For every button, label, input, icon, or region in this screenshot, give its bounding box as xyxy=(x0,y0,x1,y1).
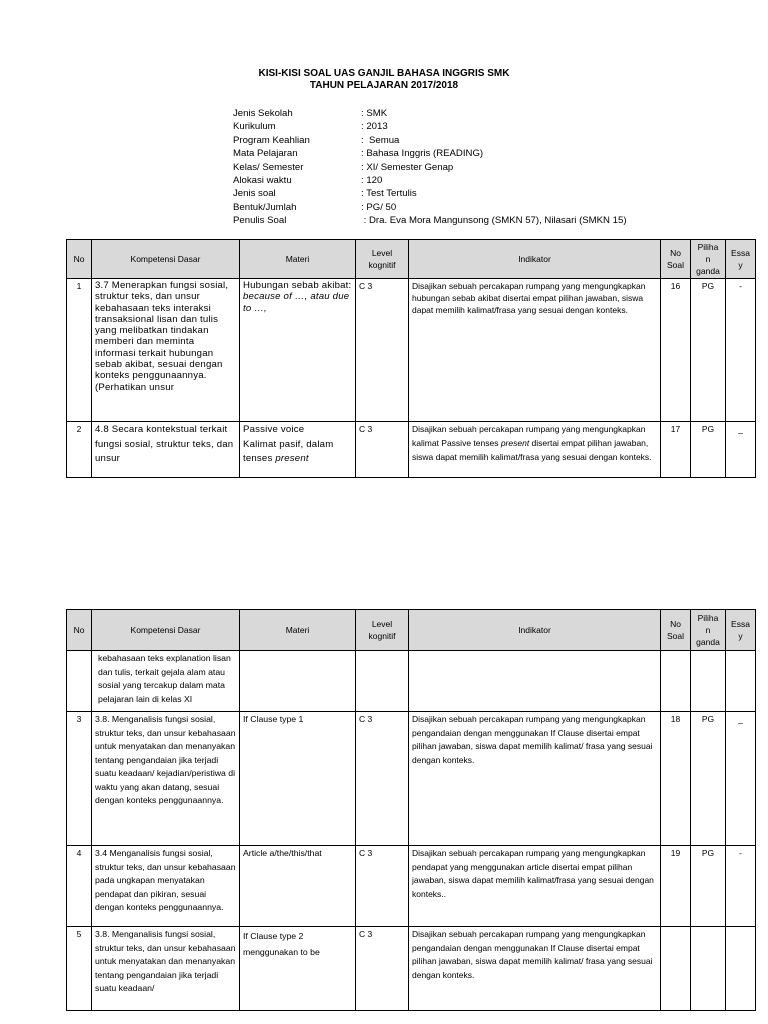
meta-label: Bentuk/Jumlah xyxy=(233,201,297,213)
row-indikator xyxy=(409,651,661,712)
row-no-soal: 18 xyxy=(661,712,691,846)
header-no-soal: No Soal xyxy=(661,240,691,279)
row-indikator: Disajikan sebuah percakapan rumpang yang mengungkapkan pendapat yang menggunakan article disertai empat pilihan jawaban, siswa dapat memilih kalimat/frasa yang sesuai dengan konteks.. xyxy=(409,846,661,927)
row-materi: Passive voice Kalimat pasif, dalam tenses present xyxy=(240,422,356,478)
header-pilihan-ganda: Piliha n ganda xyxy=(691,240,726,279)
row-kompetensi-dasar: 3.7 Menerapkan fungsi sosial, struktur teks, dan unsur kebahasaan teks interaksi transaksional lisan dan tulis yang melibatkan tindakan memberi dan meminta informasi terkait hubungan sebab akibat, sesuai dengan konteks penggunaannya. (Perhatikan unsur xyxy=(92,279,240,422)
row-no-soal xyxy=(661,927,691,1011)
meta-value: : Dra. Eva Mora Mangunsong (SMKN 57), Nilasari (SMKN 15) xyxy=(361,215,627,227)
table-header-row xyxy=(67,610,756,651)
row-kompetensi-dasar: 4.8 Secara kontekstual terkait fungsi sosial, struktur teks, dan unsur xyxy=(92,422,240,478)
header-kompetensi-dasar: Kompetensi Dasar xyxy=(92,240,240,279)
row-kompetensi-dasar: 3.8. Menganalisis fungsi sosial, struktur teks, dan unsur kebahasaan untuk menyatakan dan menanyakan tentang pengandaian jika terjadi suatu keadaan/ xyxy=(92,927,240,1011)
row-materi: If Clause type 2 menggunakan to be xyxy=(240,927,356,1011)
meta-value: : PG/ 50 xyxy=(361,201,397,213)
table-row xyxy=(67,279,756,422)
kisi-kisi-table-2 xyxy=(66,609,756,1011)
header-indikator: Indikator xyxy=(409,610,661,651)
row-no-soal xyxy=(661,651,691,712)
row-materi: If Clause type 1 xyxy=(240,712,356,846)
header-materi: Materi xyxy=(240,240,356,279)
row-materi: Article a/the/this/that xyxy=(240,846,356,927)
kisi-kisi-table-1 xyxy=(66,239,756,478)
table-row xyxy=(67,927,756,1011)
header-no-soal: No Soal xyxy=(661,610,691,651)
row-no xyxy=(67,651,92,712)
meta-value: : Test Tertulis xyxy=(361,188,417,200)
header-essay: Essa y xyxy=(726,240,756,279)
row-pilihan-ganda xyxy=(691,927,726,1011)
row-materi xyxy=(240,651,356,712)
row-indikator: Disajikan sebuah percakapan rumpang yang mengungkapkan pengandaian dengan menggunakan If Clause disertai empat pilihan jawaban, siswa dapat memilih kalimat/ frasa yang sesuai dengan konteks. xyxy=(409,712,661,846)
meta-label: Mata Pelajaran xyxy=(233,148,298,160)
header-kompetensi-dasar: Kompetensi Dasar xyxy=(92,610,240,651)
row-essay: - xyxy=(726,279,756,422)
header-no: No xyxy=(67,610,92,651)
meta-row-jenis-sekolah xyxy=(233,107,627,120)
meta-row-bentuk-jumlah xyxy=(233,201,627,214)
row-pilihan-ganda: PG xyxy=(691,422,726,478)
row-kompetensi-dasar: kebahasaan teks explanation lisan dan tulis, terkait gejala alam atau sosial yang tercakup dalam mata pelajaran lain di kelas XI xyxy=(92,651,240,712)
row-level: C 3 xyxy=(356,422,409,478)
table-row xyxy=(67,712,756,846)
meta-value: : Semua xyxy=(361,134,400,146)
header-no: No xyxy=(67,240,92,279)
row-indikator: Disajikan sebuah percakapan rumpang yang mengungkapkan hubungan sebab akibat disertai empat pilihan jawaban, siswa dapat memilih kalimat/frasa yang sesuai dengan konteks. xyxy=(409,279,661,422)
meta-row-kurikulum xyxy=(233,120,627,133)
header-materi: Materi xyxy=(240,610,356,651)
table-row xyxy=(67,651,756,712)
row-kompetensi-dasar: 3.4 Menganalisis fungsi sosial, struktur teks, dan unsur kebahasaan pada ungkapan menyatakan pendapat dan pikiran, sesuai dengan konteks penggunaannya. xyxy=(92,846,240,927)
row-no: 4 xyxy=(67,846,92,927)
row-kompetensi-dasar: 3.8. Menganalisis fungsi sosial, struktur teks, dan unsur kebahasaan untuk menyatakan dan menanyakan tentang pengandaian jika terjadi suatu keadaan/ kejadian/peristiwa di waktu yang akan datang, sesuai dengan konteks penggunaannya. xyxy=(92,712,240,846)
table-row xyxy=(67,422,756,478)
meta-row-jenis-soal xyxy=(233,187,627,200)
row-essay: _ xyxy=(726,422,756,478)
header-pilihan-ganda: Piliha n ganda xyxy=(691,610,726,651)
row-no-soal: 16 xyxy=(661,279,691,422)
row-materi: Hubungan sebab akibat: because of …, atau due to …, xyxy=(240,279,356,422)
row-no-soal: 19 xyxy=(661,846,691,927)
meta-label: Kelas/ Semester xyxy=(233,161,304,173)
row-pilihan-ganda: PG xyxy=(691,279,726,422)
row-no: 3 xyxy=(67,712,92,846)
row-essay: - xyxy=(726,846,756,927)
meta-value: : SMK xyxy=(361,108,388,119)
row-pilihan-ganda xyxy=(691,651,726,712)
meta-row-alokasi-waktu xyxy=(233,174,627,187)
row-no: 2 xyxy=(67,422,92,478)
header-level-kognitif: Level kognitif xyxy=(356,610,409,651)
meta-label: Kurikulum xyxy=(233,121,276,133)
meta-value: : Bahasa Inggris (READING) xyxy=(361,148,484,160)
meta-label: Program Keahlian xyxy=(233,134,310,146)
meta-value: : 2013 xyxy=(361,121,388,133)
header-indikator: Indikator xyxy=(409,240,661,279)
meta-row-mata-pelajaran xyxy=(233,147,627,160)
meta-value: : XI/ Semester Genap xyxy=(361,161,454,173)
row-essay xyxy=(726,651,756,712)
table-row xyxy=(67,846,756,927)
row-level: C 3 xyxy=(356,712,409,846)
meta-label: Alokasi waktu xyxy=(233,174,292,186)
row-no-soal: 17 xyxy=(661,422,691,478)
row-essay xyxy=(726,927,756,1011)
row-level: C 3 xyxy=(356,846,409,927)
row-indikator: Disajikan sebuah percakapan rumpang yang mengungkapkan pengandaian dengan menggunakan If Clause disertai empat pilihan jawaban, siswa dapat memilih kalimat/ frasa yang sesuai dengan konteks. xyxy=(409,927,661,1011)
row-indikator: Disajikan sebuah percakapan rumpang yang mengungkapkan kalimat Passive tenses present disertai empat pilihan jawaban, siswa dapat memilih kalimat/frasa yang sesuai dengan konteks. xyxy=(409,422,661,478)
meta-row-program-keahlian xyxy=(233,134,627,147)
row-essay: _ xyxy=(726,712,756,846)
meta-label: Jenis soal xyxy=(233,188,276,200)
table-header-row xyxy=(67,240,756,279)
row-level xyxy=(356,651,409,712)
meta-label: Jenis Sekolah xyxy=(233,108,293,119)
row-no: 1 xyxy=(67,279,92,422)
meta-value: : 120 xyxy=(361,174,383,186)
row-no: 5 xyxy=(67,927,92,1011)
header-essay: Essa y xyxy=(726,610,756,651)
document-title-line1: KISI-KISI SOAL UAS GANJIL BAHASA INGGRIS SMK xyxy=(258,68,510,79)
row-level: C 3 xyxy=(356,279,409,422)
meta-label: Penulis Soal xyxy=(233,215,287,227)
metadata-block xyxy=(233,107,627,228)
meta-row-penulis-soal xyxy=(233,214,627,227)
meta-row-kelas-semester xyxy=(233,161,627,174)
row-level: C 3 xyxy=(356,927,409,1011)
row-pilihan-ganda: PG xyxy=(691,846,726,927)
row-pilihan-ganda: PG xyxy=(691,712,726,846)
document-title-line2: TAHUN PELAJARAN 2017/2018 xyxy=(309,80,459,91)
header-level-kognitif: Level kognitif xyxy=(356,240,409,279)
